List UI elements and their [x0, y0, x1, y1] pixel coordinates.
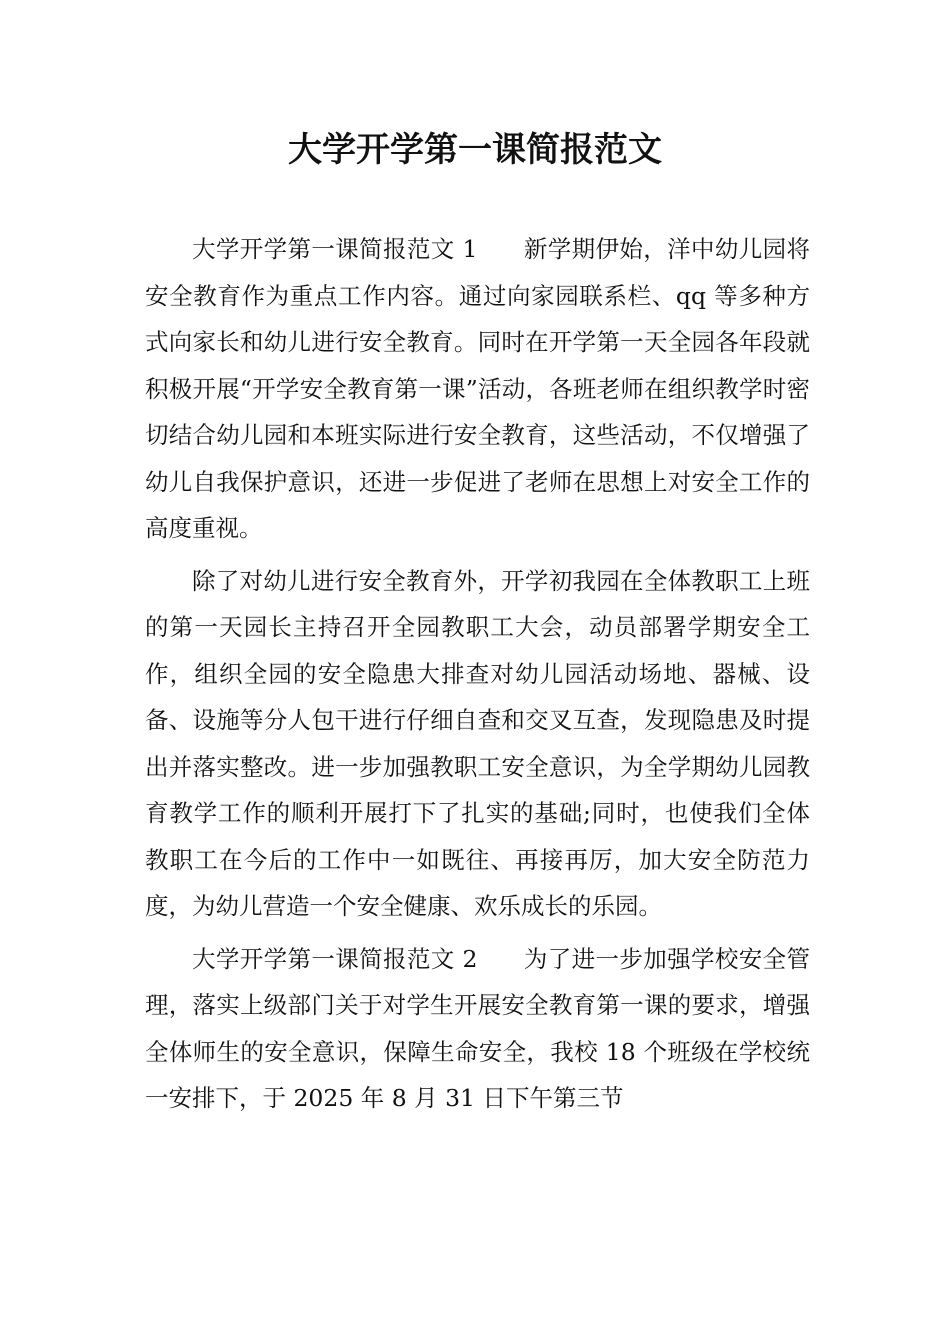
paragraph-text: 为了进一步加强学校安全管理，落实上级部门关于对学生开展安全教育第一课的要求，增强全体师生的安全意识，保障生命安全，我校 18 个班级在学校统一安排下，于 2025 年 8 月 31 日下午第三节 [145, 944, 811, 1112]
paragraph-text: 除了对幼儿进行安全教育外，开学初我园在全体教职工上班的第一天园长主持召开全园教职工大会，动员部署学期安全工作，组织全园的安全隐患大排查对幼儿园活动场地、器械、设备、设施等分人包干进行仔细自查和交叉互查，发现隐患及时提出并落实整改。进一步加强教职工安全意识，为全学期幼儿园教育教学工作的顺利开展打下了扎实的基础;同时，也使我们全体教职工在今后的工作中一如既往、再接再厉，加大安全防范力度，为幼儿营造一个安全健康、欢乐成长的乐园。 [145, 566, 810, 920]
document-body [145, 226, 810, 1128]
paragraph [145, 936, 810, 1122]
section-heading: 大学开学第一课简报范文 1 [192, 235, 478, 263]
paragraph [145, 558, 810, 930]
document-title: 大学开学第一课简报范文 [288, 130, 662, 170]
section-heading: 大学开学第一课简报范文 2 [192, 944, 478, 973]
paragraph-text: 新学期伊始，洋中幼儿园将安全教育作为重点工作内容。通过向家园联系栏、qq 等多种方式向家长和幼儿进行安全教育。同时在开学第一天全园各年段就积极开展“开学安全教育第一课”活动，各班老师在组织教学时密切结合幼儿园和本班实际进行安全教育，这些活动，不仅增强了幼儿自我保护意识，还进一步促进了老师在思想上对安全工作的高度重视。 [145, 235, 811, 542]
paragraph [145, 226, 810, 552]
